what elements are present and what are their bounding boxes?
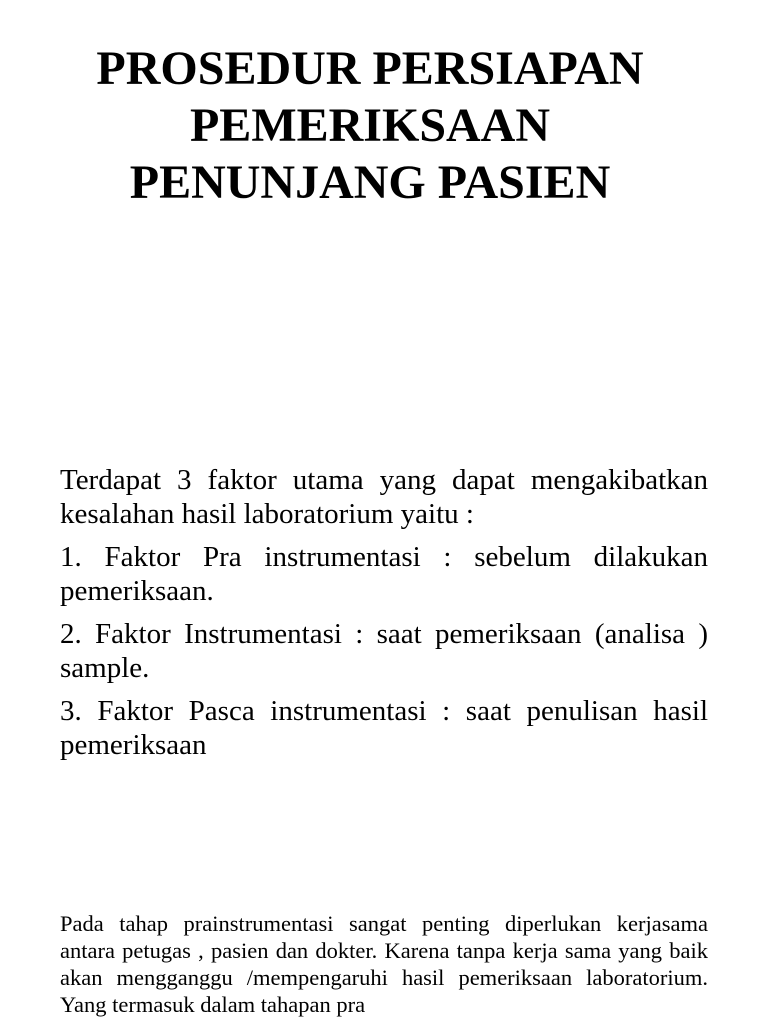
factor-item-3: 3. Faktor Pasca instrumentasi : saat penulisan hasil pemeriksaan <box>60 695 708 761</box>
factors-section <box>60 463 708 771</box>
factor-item-2: 2. Faktor Instrumentasi : saat pemeriksaan (analisa ) sample. <box>60 618 708 684</box>
title-line-3: PENUNJANG PASIEN <box>129 156 611 209</box>
factor-item-1: 1. Faktor Pra instrumentasi : sebelum dilakukan pemeriksaan. <box>60 541 708 607</box>
title-line-1: PROSEDUR PERSIAPAN <box>96 42 644 95</box>
preinstrumentation-section <box>60 910 708 1018</box>
intro-paragraph: Terdapat 3 faktor utama yang dapat mengakibatkan kesalahan hasil laboratorium yaitu : <box>60 464 708 530</box>
title-line-2: PEMERIKSAAN <box>189 99 551 152</box>
preinstrumentation-paragraph: Pada tahap prainstrumentasi sangat penting diperlukan kerjasama antara petugas , pasien dan dokter. Karena tanpa kerja sama yang baik akan mengganggu /mempengaruhi hasil pemeriksaan laboratorium. Yang termasuk dalam tahapan pra <box>60 911 708 1017</box>
page-title <box>40 40 700 211</box>
